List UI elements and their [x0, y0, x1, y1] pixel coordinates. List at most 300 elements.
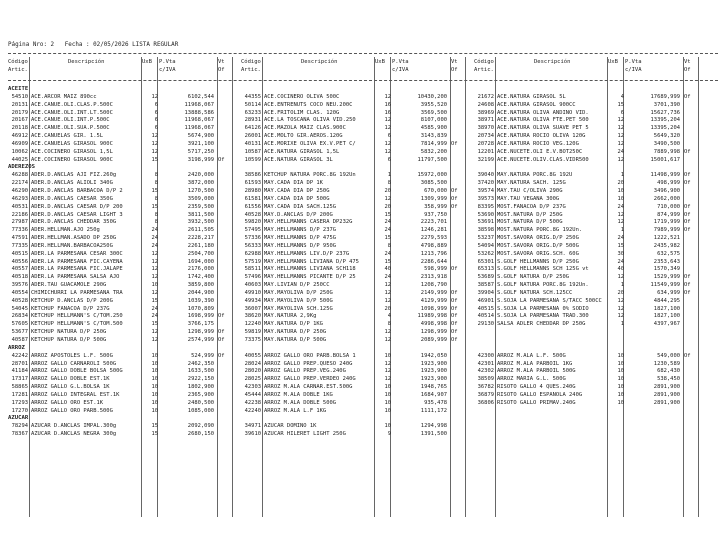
item-code: 42242 [11, 352, 28, 359]
table-row [8, 266, 720, 274]
item-units-per-box: 12 [384, 140, 391, 147]
item-code: 65313 [477, 266, 494, 273]
column-header-code: Código Artic. [8, 59, 28, 73]
item-offer-flag: Of [684, 219, 691, 226]
item-offer-flag: Of [451, 289, 458, 296]
item-code: 40518 [11, 274, 28, 281]
item-code: 49934 [244, 297, 261, 304]
item-units-per-box: 1 [620, 282, 624, 289]
item-price: 2313,918 [420, 274, 447, 281]
item-units-per-box: 10 [151, 360, 158, 367]
item-code: 39610 [244, 431, 261, 438]
item-code: 42238 [244, 399, 261, 406]
item-units-per-box: 6 [387, 156, 391, 163]
price-table [8, 86, 720, 439]
table-row [8, 361, 720, 369]
item-code: 61556 [244, 203, 261, 210]
item-description: MAY.NATURA D/P 1KG [264, 321, 323, 328]
item-description: KETCHUP HELLMANN'S C/TOM.250 [31, 313, 123, 320]
item-description: SALSA ADLER CHEDDAR DP 250G [497, 321, 586, 328]
item-description: ACE.NATURA OLIVA FTE.PET 500 [497, 117, 589, 124]
item-units-per-box: 6 [154, 125, 158, 132]
item-code: 58865 [11, 384, 28, 391]
item-units-per-box: 24 [151, 227, 158, 234]
table-row [8, 306, 720, 314]
item-code: 38620 [244, 313, 261, 320]
item-price: 1298,999 [420, 329, 447, 336]
item-units-per-box: 12 [151, 289, 158, 296]
item-price: 3496,900 [653, 187, 680, 194]
table-row [8, 188, 720, 196]
item-price: 2891,900 [653, 391, 680, 398]
item-description: S.GOLF NATURA SCH.125CC [497, 289, 573, 296]
item-description: ACE.NATURA OLIVA ANDINO VID. [497, 109, 589, 116]
item-price: 2435,982 [653, 242, 680, 249]
report-header [8, 42, 178, 48]
item-price: 2353,643 [653, 258, 680, 265]
item-units-per-box: 24 [384, 227, 391, 234]
item-units-per-box: 6 [154, 117, 158, 124]
item-units-per-box: 10 [617, 391, 624, 398]
item-offer-flag: Of [684, 148, 691, 155]
item-description: MAY.NATURA SACH. 125G [497, 180, 566, 187]
item-code: 12240 [244, 321, 261, 328]
item-code: 78367 [11, 431, 28, 438]
column-header-price: P.Vta c/IVA [159, 59, 176, 73]
item-units-per-box: 12 [151, 250, 158, 257]
item-description: AZUCAR D.ANCLAS IMPAL.300g [31, 423, 117, 430]
item-description: MAY.TAU VEGANA 300G [497, 195, 560, 202]
item-price: 874,999 [657, 211, 680, 218]
item-description: MOST.NATURA D/P 250G [497, 211, 563, 218]
item-code: 37420 [477, 180, 494, 187]
item-description: MAY.MAYOLIVA D/P 500G [264, 297, 333, 304]
item-units-per-box: 12 [151, 329, 158, 336]
item-price: 17689,999 [650, 93, 680, 100]
item-description: AZUCAR DOMINO 1K [264, 423, 317, 430]
item-units-per-box: 15 [151, 297, 158, 304]
item-price: 3872,000 [187, 180, 214, 187]
item-price: 2662,000 [653, 195, 680, 202]
item-units-per-box: 15 [151, 203, 158, 210]
item-code: 27987 [11, 219, 28, 226]
item-code: 40603 [244, 282, 261, 289]
item-units-per-box: 6 [387, 133, 391, 140]
item-code: 57336 [244, 235, 261, 242]
item-price: 13395,204 [650, 125, 680, 132]
item-offer-flag: Of [684, 180, 691, 187]
item-code: 28020 [244, 368, 261, 375]
item-code: 29130 [477, 321, 494, 328]
item-code: 40556 [11, 258, 28, 265]
item-code: 57605 [11, 321, 28, 328]
item-code: 40131 [244, 140, 261, 147]
item-code: 28701 [11, 360, 28, 367]
table-row [8, 133, 720, 141]
item-units-per-box: 8 [387, 321, 391, 328]
table-row [8, 376, 720, 384]
item-description: ADER.D.ANCLAS CAESAR 350G [31, 195, 113, 202]
item-price: 3766,175 [187, 321, 214, 328]
section-heading: AZUCAR [8, 415, 29, 422]
item-description: MAY.NATURA D/P 500G [264, 337, 327, 343]
item-code: 39573 [477, 195, 494, 202]
item-units-per-box: 12 [151, 274, 158, 281]
item-offer-flag: Of [684, 282, 691, 289]
item-code: 12201 [477, 148, 494, 155]
table-row [8, 282, 720, 290]
item-price: 7814,999 [420, 140, 447, 147]
item-description: ACE.CAÑUELAS GIR. 1.5L [31, 133, 104, 140]
item-description: ACE.CAÑUE.OLI.INT.LT.500C [31, 109, 113, 116]
item-price: 1039,390 [187, 297, 214, 304]
item-code: 77335 [11, 242, 28, 249]
item-price: 3859,800 [187, 282, 214, 289]
item-description: ACE.CAÑUE.OLI.SUA.P.500C [31, 125, 110, 132]
item-code: 57495 [244, 227, 261, 234]
item-description: ACE.FRITOLIM CLAS. 120G [264, 109, 340, 116]
table-row [8, 337, 720, 345]
column-header-offer: Vt Of [451, 59, 458, 73]
item-price: 4844,295 [653, 297, 680, 304]
item-units-per-box: 8 [387, 242, 391, 249]
item-code: 46293 [11, 195, 28, 202]
item-code: 53677 [11, 329, 28, 336]
item-description: ARROZ GALLO PREP.VEG.240G [264, 368, 346, 375]
item-price: 1827,100 [653, 313, 680, 320]
item-price: 15627,736 [650, 109, 680, 116]
item-description: MAY.HELLMANNS CASERA DP232G [264, 219, 353, 226]
column-header-offer: Vt Of [684, 59, 691, 73]
item-description: ARROZ M.ALA DOBLE 500G [264, 399, 337, 406]
item-description: MAY.NATURA D/P 250G [264, 329, 327, 336]
item-code: 38971 [477, 117, 494, 124]
item-code: 61581 [244, 195, 261, 202]
item-code: 77336 [11, 227, 28, 234]
item-units-per-box: 24 [151, 305, 158, 312]
item-offer-flag: Of [451, 297, 458, 304]
item-price: 1070,809 [187, 305, 214, 312]
item-price: 2089,999 [420, 337, 447, 343]
item-description: ADER.D.ANCLAS CAESAR LIGHT 3 [31, 211, 123, 218]
item-code: 63233 [244, 109, 261, 116]
item-price: 11549,999 [650, 282, 680, 289]
section-heading: ADEREZOS [8, 164, 35, 171]
item-code: 38586 [244, 172, 261, 179]
item-price: 15001,617 [650, 156, 680, 163]
item-description: MAY.MAYOLIVA SCH.125G [264, 305, 333, 312]
table-row [8, 141, 720, 149]
item-code: 42302 [477, 368, 494, 375]
report-title: LISTA REGULAR [132, 42, 179, 48]
table-row [8, 149, 720, 157]
item-price: 11968,067 [184, 101, 214, 108]
item-code: 50114 [244, 101, 261, 108]
item-code: 53689 [477, 274, 494, 281]
table-row [8, 196, 720, 204]
item-units-per-box: 12 [151, 93, 158, 100]
item-description: ARROZ M.ALA L.F 1KG [264, 407, 327, 414]
item-code: 22186 [11, 211, 28, 218]
item-description: ARROZ MARIA G.L. 500G [497, 376, 566, 383]
item-units-per-box: 12 [617, 274, 624, 281]
item-code: 36806 [477, 399, 494, 406]
item-description: MAY.NATURA 2,9Kg [264, 313, 317, 320]
item-price: 10430,200 [417, 93, 447, 100]
table-row [8, 102, 720, 110]
item-description: KETCHUP NATURA D/P 500G [31, 337, 107, 343]
item-code: 21672 [477, 93, 494, 100]
table-row [8, 353, 720, 361]
item-price: 3085,500 [420, 180, 447, 187]
table-row [8, 125, 720, 133]
item-units-per-box: 15 [617, 101, 624, 108]
item-price: 2223,701 [420, 219, 447, 226]
item-price: 1802,900 [187, 384, 214, 391]
item-description: KETCHUP NATURA PORC.8G 192Un [264, 172, 356, 179]
item-code: 20131 [11, 101, 28, 108]
item-description: ADER.TAU GUACAMOLE 290G [31, 282, 107, 289]
item-code: 10599 [244, 156, 261, 163]
column-header-price: P.Vta c/IVA [392, 59, 409, 73]
item-description: ADER.LA PARMESANA CESAR 300C [31, 250, 123, 257]
item-price: 1085,000 [187, 407, 214, 414]
item-description: ACE.COCINERO GIRASOL 900C [31, 156, 113, 163]
item-description: CHIMICHURRI LA PARMESANA TRA [31, 289, 123, 296]
item-price: 2574,999 [187, 337, 214, 343]
item-units-per-box: 24 [617, 235, 624, 242]
item-price: 1222,521 [653, 235, 680, 242]
item-description: ARROZ GALLO ORO EST.1K [31, 399, 104, 406]
item-price: 1246,281 [420, 227, 447, 234]
item-description: MAY.HELLMANNS PICANTE D/P 25 [264, 274, 356, 281]
item-code: 38587 [477, 282, 494, 289]
item-description: MAY.HELLMANNS D/P 237G [264, 227, 337, 234]
item-price: 3811,500 [187, 211, 214, 218]
table-row [8, 408, 720, 416]
item-code: 46288 [11, 172, 28, 179]
item-offer-flag: Of [451, 337, 458, 343]
item-description: ACE.NATURA GIRASOL 1,5L [264, 148, 340, 155]
item-offer-flag: Of [451, 195, 458, 202]
item-units-per-box: 30 [617, 250, 624, 257]
item-code: 38970 [477, 125, 494, 132]
item-price: 5674,900 [187, 133, 214, 140]
item-price: 7889,998 [653, 148, 680, 155]
item-description: ARROZ GALLO INTEGRAL EST.1K [31, 391, 120, 398]
item-code: 40515 [11, 250, 28, 257]
item-price: 4129,999 [420, 297, 447, 304]
item-price: 2611,505 [187, 227, 214, 234]
item-units-per-box: 10 [617, 376, 624, 383]
column-header-uxb: UxB [608, 59, 618, 65]
item-code: 38598 [477, 227, 494, 234]
table-row [8, 204, 720, 212]
item-units-per-box: 8 [154, 180, 158, 187]
item-description: ADER.D.ANCLAS ALIOLI 340G [31, 180, 113, 187]
item-offer-flag: Of [451, 266, 458, 273]
item-code: 40528 [11, 297, 28, 304]
item-description: KETCHUP FANACOA D/P 237G [31, 305, 110, 312]
item-code: 40514 [477, 313, 494, 320]
item-code: 36782 [477, 384, 494, 391]
item-price: 4998,998 [420, 321, 447, 328]
item-units-per-box: 40 [384, 266, 391, 273]
item-units-per-box: 8 [387, 180, 391, 187]
item-code: 42240 [244, 407, 261, 414]
item-price: 1698,999 [187, 313, 214, 320]
item-description: MAY.CADA DIA SACH.125G [264, 203, 337, 210]
item-code: 39040 [477, 172, 494, 179]
item-price: 2504,700 [187, 250, 214, 257]
section-heading: ARROZ [8, 344, 25, 351]
item-units-per-box: 24 [151, 242, 158, 249]
item-description: ARROZ M.ALA PARBOIL 1KG [497, 360, 573, 367]
item-code: 40557 [11, 266, 28, 273]
table-row [8, 227, 720, 235]
item-units-per-box: 24 [151, 313, 158, 320]
item-offer-flag: Of [451, 140, 458, 147]
table-row [8, 290, 720, 298]
item-units-per-box: 10 [617, 399, 624, 406]
item-description: ADER.D.ANCLAS AJI FIZ.260g [31, 172, 117, 179]
item-description: ACE.COCINERO OLIVA 500C [264, 93, 340, 100]
item-units-per-box: 20 [384, 187, 391, 194]
item-description: ARROZ GALLO PREP.QUESO 240G [264, 360, 353, 367]
item-description: RISOTO GALLO 4 QUES.240G [497, 384, 576, 391]
item-price: 1570,349 [653, 266, 680, 273]
item-code: 36879 [477, 391, 494, 398]
item-price: 2891,900 [653, 399, 680, 406]
table-row [8, 431, 720, 439]
item-code: 22174 [11, 180, 28, 187]
section-heading: ACEITE [8, 86, 29, 92]
item-code: 56333 [244, 242, 261, 249]
item-description: MAY.HELLMANNS LIVIANA SCH118 [264, 266, 356, 273]
item-code: 39574 [477, 187, 494, 194]
item-description: MOST.NATURA PORC.8G 192Un. [497, 227, 583, 234]
table-row [8, 298, 720, 306]
item-price: 2176,000 [187, 266, 214, 273]
item-description: MOST.SAVORA ORIG.SCH. 60G [497, 250, 579, 257]
column-header-description: Descripción [534, 59, 571, 65]
item-code: 10062 [11, 148, 28, 155]
item-units-per-box: 24 [384, 219, 391, 226]
item-price: 2279,593 [420, 235, 447, 242]
item-price: 3143,839 [420, 133, 447, 140]
item-price: 3955,520 [420, 101, 447, 108]
item-code: 54510 [11, 93, 28, 100]
item-price: 2149,999 [420, 289, 447, 296]
item-units-per-box: 12 [617, 156, 624, 163]
item-description: ARROZ M.ALA L.F. 500G [497, 352, 566, 359]
item-description: MAY.HELLMANNS LIV.D/P 237G [264, 250, 350, 257]
item-units-per-box: 12 [384, 360, 391, 367]
item-description: ACE.NATURA GIRASOL 3L [264, 156, 333, 163]
item-description: ARROZ GALLO DOBLE BOLSA 500G [31, 368, 123, 375]
item-offer-flag: Of [684, 289, 691, 296]
item-description: ADER.LA PARMESANA FIC.CAYENA [31, 258, 123, 265]
item-price: 3932,500 [187, 219, 214, 226]
item-price: 670,000 [424, 187, 447, 194]
item-units-per-box: 12 [617, 305, 624, 312]
item-price: 2044,900 [187, 289, 214, 296]
item-code: 40055 [244, 352, 261, 359]
item-code: 10587 [244, 148, 261, 155]
item-units-per-box: 10 [617, 360, 624, 367]
item-price: 2365,900 [187, 391, 214, 398]
item-description: ACE.NATURA GIRASOL 900CC [497, 101, 576, 108]
item-units-per-box: 12 [617, 125, 624, 132]
item-code: 38969 [477, 109, 494, 116]
item-description: ACE.CAÑUE.OLI.INT.P.500C [31, 117, 110, 124]
item-units-per-box: 12 [151, 266, 158, 273]
item-price: 11797,500 [417, 156, 447, 163]
item-code: 83395 [477, 203, 494, 210]
item-price: 935,478 [424, 399, 447, 406]
item-units-per-box: 12 [617, 211, 624, 218]
item-offer-flag: Of [684, 227, 691, 234]
item-units-per-box: 8 [154, 219, 158, 226]
item-units-per-box: 1 [387, 172, 391, 179]
item-description: ACE.COCINERO GIRASOL 1,5L [31, 148, 113, 155]
item-units-per-box: 20 [384, 305, 391, 312]
item-units-per-box: 10 [384, 423, 391, 430]
item-price: 2462,350 [187, 360, 214, 367]
item-code: 45444 [244, 391, 261, 398]
item-description: MAY.LIVIAN D/P 250CC [264, 282, 330, 289]
item-description: ARROZ GALLO PREP.VERDEO 240G [264, 376, 356, 383]
item-code: 28980 [244, 187, 261, 194]
item-price: 524,999 [191, 352, 214, 359]
item-code: 53690 [477, 211, 494, 218]
item-price: 634,999 [657, 289, 680, 296]
item-price: 710,000 [657, 203, 680, 210]
item-units-per-box: 12 [384, 368, 391, 375]
column-header-description: Descripción [68, 59, 105, 65]
header-rule [8, 80, 718, 81]
item-description: ACE.CAÑUE.OLI.CLAS.P.500C [31, 101, 113, 108]
item-price: 1230,589 [653, 360, 680, 367]
item-price: 1923,900 [420, 368, 447, 375]
item-offer-flag: Of [218, 329, 225, 336]
item-price: 358,999 [424, 203, 447, 210]
item-description: MOST.NATURA D/P 500G [497, 219, 563, 226]
item-code: 20734 [477, 133, 494, 140]
item-price: 1213,796 [420, 250, 447, 257]
item-code: 41184 [11, 368, 28, 375]
item-price: 15972,000 [417, 172, 447, 179]
item-description: S.GOLF NATURA PORC.8G 192Un. [497, 282, 589, 289]
item-price: 3509,000 [187, 195, 214, 202]
item-units-per-box: 10 [384, 384, 391, 391]
item-offer-flag: Of [451, 305, 458, 312]
item-units-per-box: 6 [620, 109, 624, 116]
item-description: ARROZ M.ALA PARBOIL 500G [497, 368, 576, 375]
item-units-per-box: 16 [384, 109, 391, 116]
item-units-per-box: 10 [384, 352, 391, 359]
item-offer-flag: Of [684, 172, 691, 179]
item-units-per-box: 15 [151, 321, 158, 328]
item-units-per-box: 10 [151, 391, 158, 398]
item-description: ARROZ M.ALA DOBLE 1KG [264, 391, 333, 398]
item-price: 1948,765 [420, 384, 447, 391]
item-description: KETCHUP HELLMANN'S C/TOM.500 [31, 321, 123, 328]
item-description: ACE.NUCETE.OLIV.CLAS.VIDR500 [497, 156, 589, 163]
item-units-per-box: 15 [617, 242, 624, 249]
item-description: RISOTO GALLO ESPAÑOLA 240G [497, 391, 583, 398]
item-price: 1923,900 [420, 376, 447, 383]
